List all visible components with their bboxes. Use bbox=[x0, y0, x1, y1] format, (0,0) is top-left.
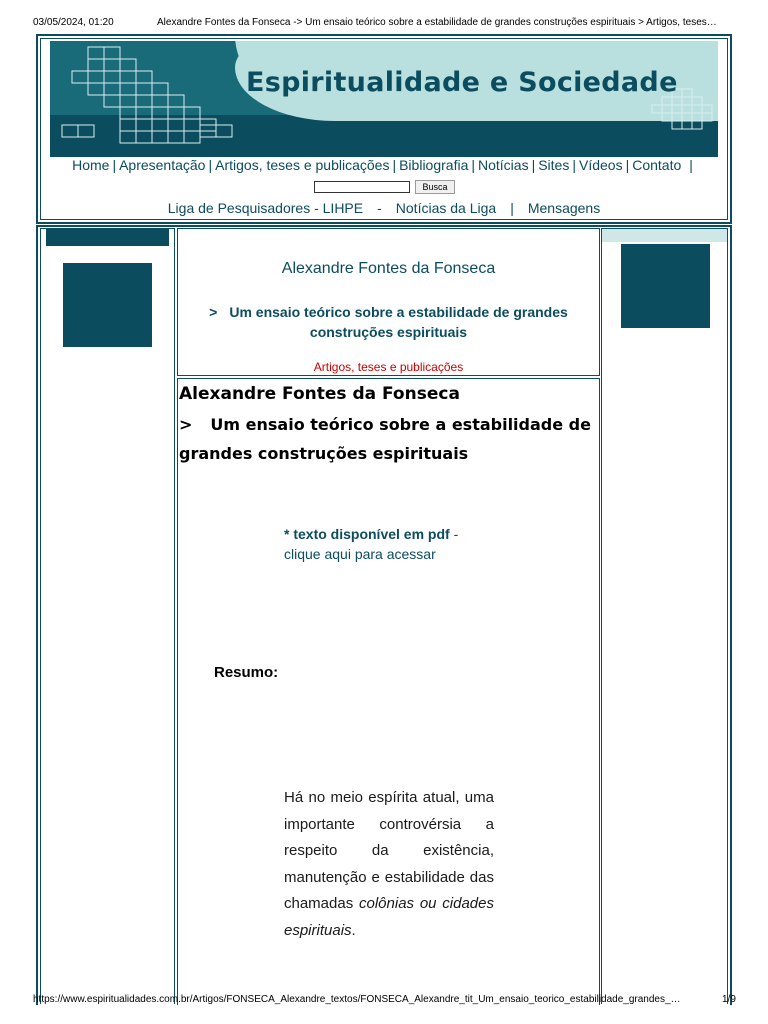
article-title bbox=[188, 302, 589, 342]
left-sidebar-bar bbox=[46, 229, 169, 246]
right-sidebar-image bbox=[621, 244, 710, 328]
nav-videos[interactable]: Vídeos bbox=[578, 157, 623, 173]
right-sidebar bbox=[601, 228, 728, 1004]
abstract-text: Há no meio espírita atual, uma importante controvérsia a respeito da existência, manutenção e estabilidade das chamadas bbox=[284, 789, 494, 912]
noticias-liga-link[interactable]: Notícias da Liga bbox=[395, 200, 497, 216]
content-author: Alexandre Fontes da Fonseca bbox=[179, 384, 460, 404]
right-sidebar-bar bbox=[602, 229, 727, 242]
arrow-glyph: > bbox=[179, 415, 193, 434]
nav-separator: | bbox=[689, 157, 693, 173]
nav-home[interactable]: Home bbox=[72, 157, 110, 173]
nav-bibliografia[interactable]: Bibliografia bbox=[399, 157, 469, 173]
print-header bbox=[0, 0, 768, 30]
content-title-text: Um ensaio teórico sobre a estabilidade de grandes construções espirituais bbox=[179, 415, 591, 463]
print-url: https://www.espiritualidades.com.br/Artigos/FONSECA_Alexandre_textos/FONSECA_Alexandre_tit_Um_ensaio_teorico_estabilidade_grandes_… bbox=[33, 994, 681, 1005]
print-page-number: 1/9 bbox=[722, 994, 736, 1005]
nav-separator: | bbox=[531, 157, 536, 173]
nav-links bbox=[40, 157, 728, 173]
article-author: Alexandre Fontes da Fonseca bbox=[281, 260, 496, 277]
pdf-note-dash: - bbox=[449, 526, 459, 542]
nav-separator: | bbox=[112, 157, 117, 173]
grid-decoration-left bbox=[58, 43, 248, 153]
pdf-note-label: * texto disponível em pdf bbox=[284, 526, 450, 542]
left-sidebar bbox=[40, 228, 175, 1004]
print-doc-title: Alexandre Fontes da Fonseca -> Um ensaio teórico sobre a estabilidade de grandes construções espirituais > Artigos, teses… bbox=[157, 17, 717, 28]
abstract-italic: colônias ou cidades espirituais bbox=[284, 895, 494, 939]
article-title-text: Um ensaio teórico sobre a estabilidade de grandes construções espirituais bbox=[229, 304, 568, 340]
pdf-link[interactable]: clique aqui para acessar bbox=[284, 546, 436, 562]
nav-separator: | bbox=[471, 157, 475, 173]
liga-row bbox=[40, 200, 728, 216]
nav-artigos[interactable]: Artigos, teses e publicações bbox=[215, 157, 390, 173]
nav-separator: | bbox=[572, 157, 576, 173]
resumo-label: Resumo: bbox=[214, 664, 279, 681]
print-footer bbox=[0, 994, 768, 1008]
nav-apresentacao[interactable]: Apresentação bbox=[119, 157, 206, 173]
liga-dash: - bbox=[377, 200, 382, 216]
search-input[interactable] bbox=[314, 181, 410, 193]
abstract-paragraph bbox=[284, 785, 494, 944]
arrow-glyph: > bbox=[209, 304, 218, 320]
article-content bbox=[177, 378, 600, 1005]
pdf-note bbox=[284, 524, 458, 564]
site-title: Espiritualidade e Sociedade bbox=[246, 67, 678, 98]
nav-noticias[interactable]: Notícias bbox=[478, 157, 529, 173]
nav-sites[interactable]: Sites bbox=[538, 157, 570, 173]
print-date: 03/05/2024, 01:20 bbox=[33, 17, 114, 28]
nav-separator: | bbox=[208, 157, 213, 173]
site-banner[interactable] bbox=[50, 41, 718, 157]
liga-pipe: | bbox=[510, 200, 514, 216]
content-title bbox=[179, 410, 599, 468]
article-header-box bbox=[177, 228, 600, 376]
abstract-end: . bbox=[351, 921, 356, 939]
nav-separator: | bbox=[625, 157, 630, 173]
mensagens-link[interactable]: Mensagens bbox=[527, 200, 601, 216]
left-sidebar-image bbox=[63, 263, 152, 347]
article-category[interactable]: Artigos, teses e publicações bbox=[313, 360, 464, 374]
nav-separator: | bbox=[392, 157, 397, 173]
search-button[interactable]: Busca bbox=[415, 180, 455, 194]
nav-contato[interactable]: Contato bbox=[632, 157, 682, 173]
liga-link[interactable]: Liga de Pesquisadores - LIHPE bbox=[167, 200, 364, 216]
